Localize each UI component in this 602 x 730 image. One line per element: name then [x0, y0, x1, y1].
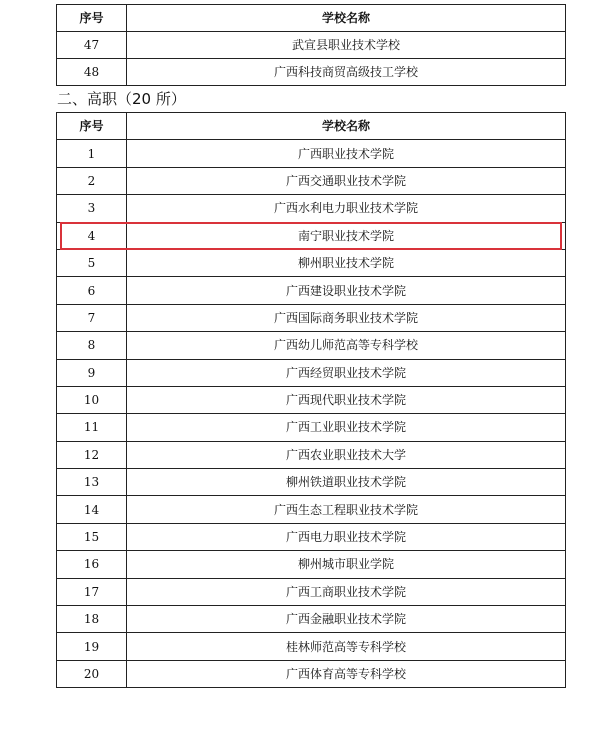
- table-row: [57, 222, 566, 249]
- row-school-name: 广西交通职业技术学院: [127, 167, 566, 194]
- row-school-name: 桂林师范高等专科学校: [127, 633, 566, 660]
- row-number: 3: [57, 195, 127, 222]
- row-number: 1: [57, 140, 127, 167]
- table-row: [57, 167, 566, 194]
- table-row: [57, 660, 566, 687]
- row-school-name: 广西水利电力职业技术学院: [127, 195, 566, 222]
- row-school-name: 柳州铁道职业技术学院: [127, 469, 566, 496]
- header-number: 序号: [57, 5, 127, 32]
- table-row: [57, 578, 566, 605]
- table-row: [57, 551, 566, 578]
- row-school-name: 广西建设职业技术学院: [127, 277, 566, 304]
- row-school-name: 柳州职业技术学院: [127, 249, 566, 276]
- row-school-name: 广西工业职业技术学院: [127, 414, 566, 441]
- row-number: 17: [57, 578, 127, 605]
- table-row: [57, 606, 566, 633]
- row-school-name: 广西幼儿师范高等专科学校: [127, 332, 566, 359]
- row-school-name: 广西科技商贸高级技工学校: [127, 59, 566, 86]
- row-number: 11: [57, 414, 127, 441]
- row-number: 9: [57, 359, 127, 386]
- row-number: 14: [57, 496, 127, 523]
- table-row: [57, 32, 566, 59]
- row-school-name: 广西电力职业技术学院: [127, 523, 566, 550]
- table-row: [57, 59, 566, 86]
- row-school-name: 广西生态工程职业技术学院: [127, 496, 566, 523]
- row-number: 10: [57, 386, 127, 413]
- row-number: 16: [57, 551, 127, 578]
- table-row: [57, 359, 566, 386]
- row-number: 6: [57, 277, 127, 304]
- vocational-school-table-continued: [56, 4, 566, 86]
- row-school-name: 广西金融职业技术学院: [127, 606, 566, 633]
- row-school-name: 广西农业职业技术大学: [127, 441, 566, 468]
- row-school-name: 广西经贸职业技术学院: [127, 359, 566, 386]
- row-school-name: 武宣县职业技术学校: [127, 32, 566, 59]
- row-school-name: 广西现代职业技术学院: [127, 386, 566, 413]
- row-number: 12: [57, 441, 127, 468]
- table-row: [57, 523, 566, 550]
- row-number: 8: [57, 332, 127, 359]
- table-header-row: [57, 5, 566, 32]
- row-number: 47: [57, 32, 127, 59]
- table-row: [57, 386, 566, 413]
- header-number: 序号: [57, 113, 127, 140]
- table-row: [57, 140, 566, 167]
- higher-vocational-school-table: [56, 112, 566, 688]
- header-school-name: 学校名称: [127, 113, 566, 140]
- row-number: 5: [57, 249, 127, 276]
- table-header-row: [57, 113, 566, 140]
- row-number: 13: [57, 469, 127, 496]
- row-school-name: 广西国际商务职业技术学院: [127, 304, 566, 331]
- table-row: [57, 277, 566, 304]
- row-number: 20: [57, 660, 127, 687]
- row-number: 48: [57, 59, 127, 86]
- table-row: [57, 249, 566, 276]
- row-school-name: 南宁职业技术学院: [127, 222, 566, 249]
- table-row: [57, 469, 566, 496]
- table-row: [57, 195, 566, 222]
- table-row: [57, 441, 566, 468]
- header-school-name: 学校名称: [127, 5, 566, 32]
- row-school-name: 广西职业技术学院: [127, 140, 566, 167]
- row-number: 19: [57, 633, 127, 660]
- table-row: [57, 633, 566, 660]
- row-number: 18: [57, 606, 127, 633]
- row-number: 15: [57, 523, 127, 550]
- table-row: [57, 304, 566, 331]
- table-row: [57, 496, 566, 523]
- table-row: [57, 332, 566, 359]
- row-number: 2: [57, 167, 127, 194]
- section-heading: 二、高职（20 所）: [57, 90, 186, 108]
- row-school-name: 广西工商职业技术学院: [127, 578, 566, 605]
- row-school-name: 柳州城市职业学院: [127, 551, 566, 578]
- row-number: 4: [57, 222, 127, 249]
- table-row: [57, 414, 566, 441]
- row-number: 7: [57, 304, 127, 331]
- row-school-name: 广西体育高等专科学校: [127, 660, 566, 687]
